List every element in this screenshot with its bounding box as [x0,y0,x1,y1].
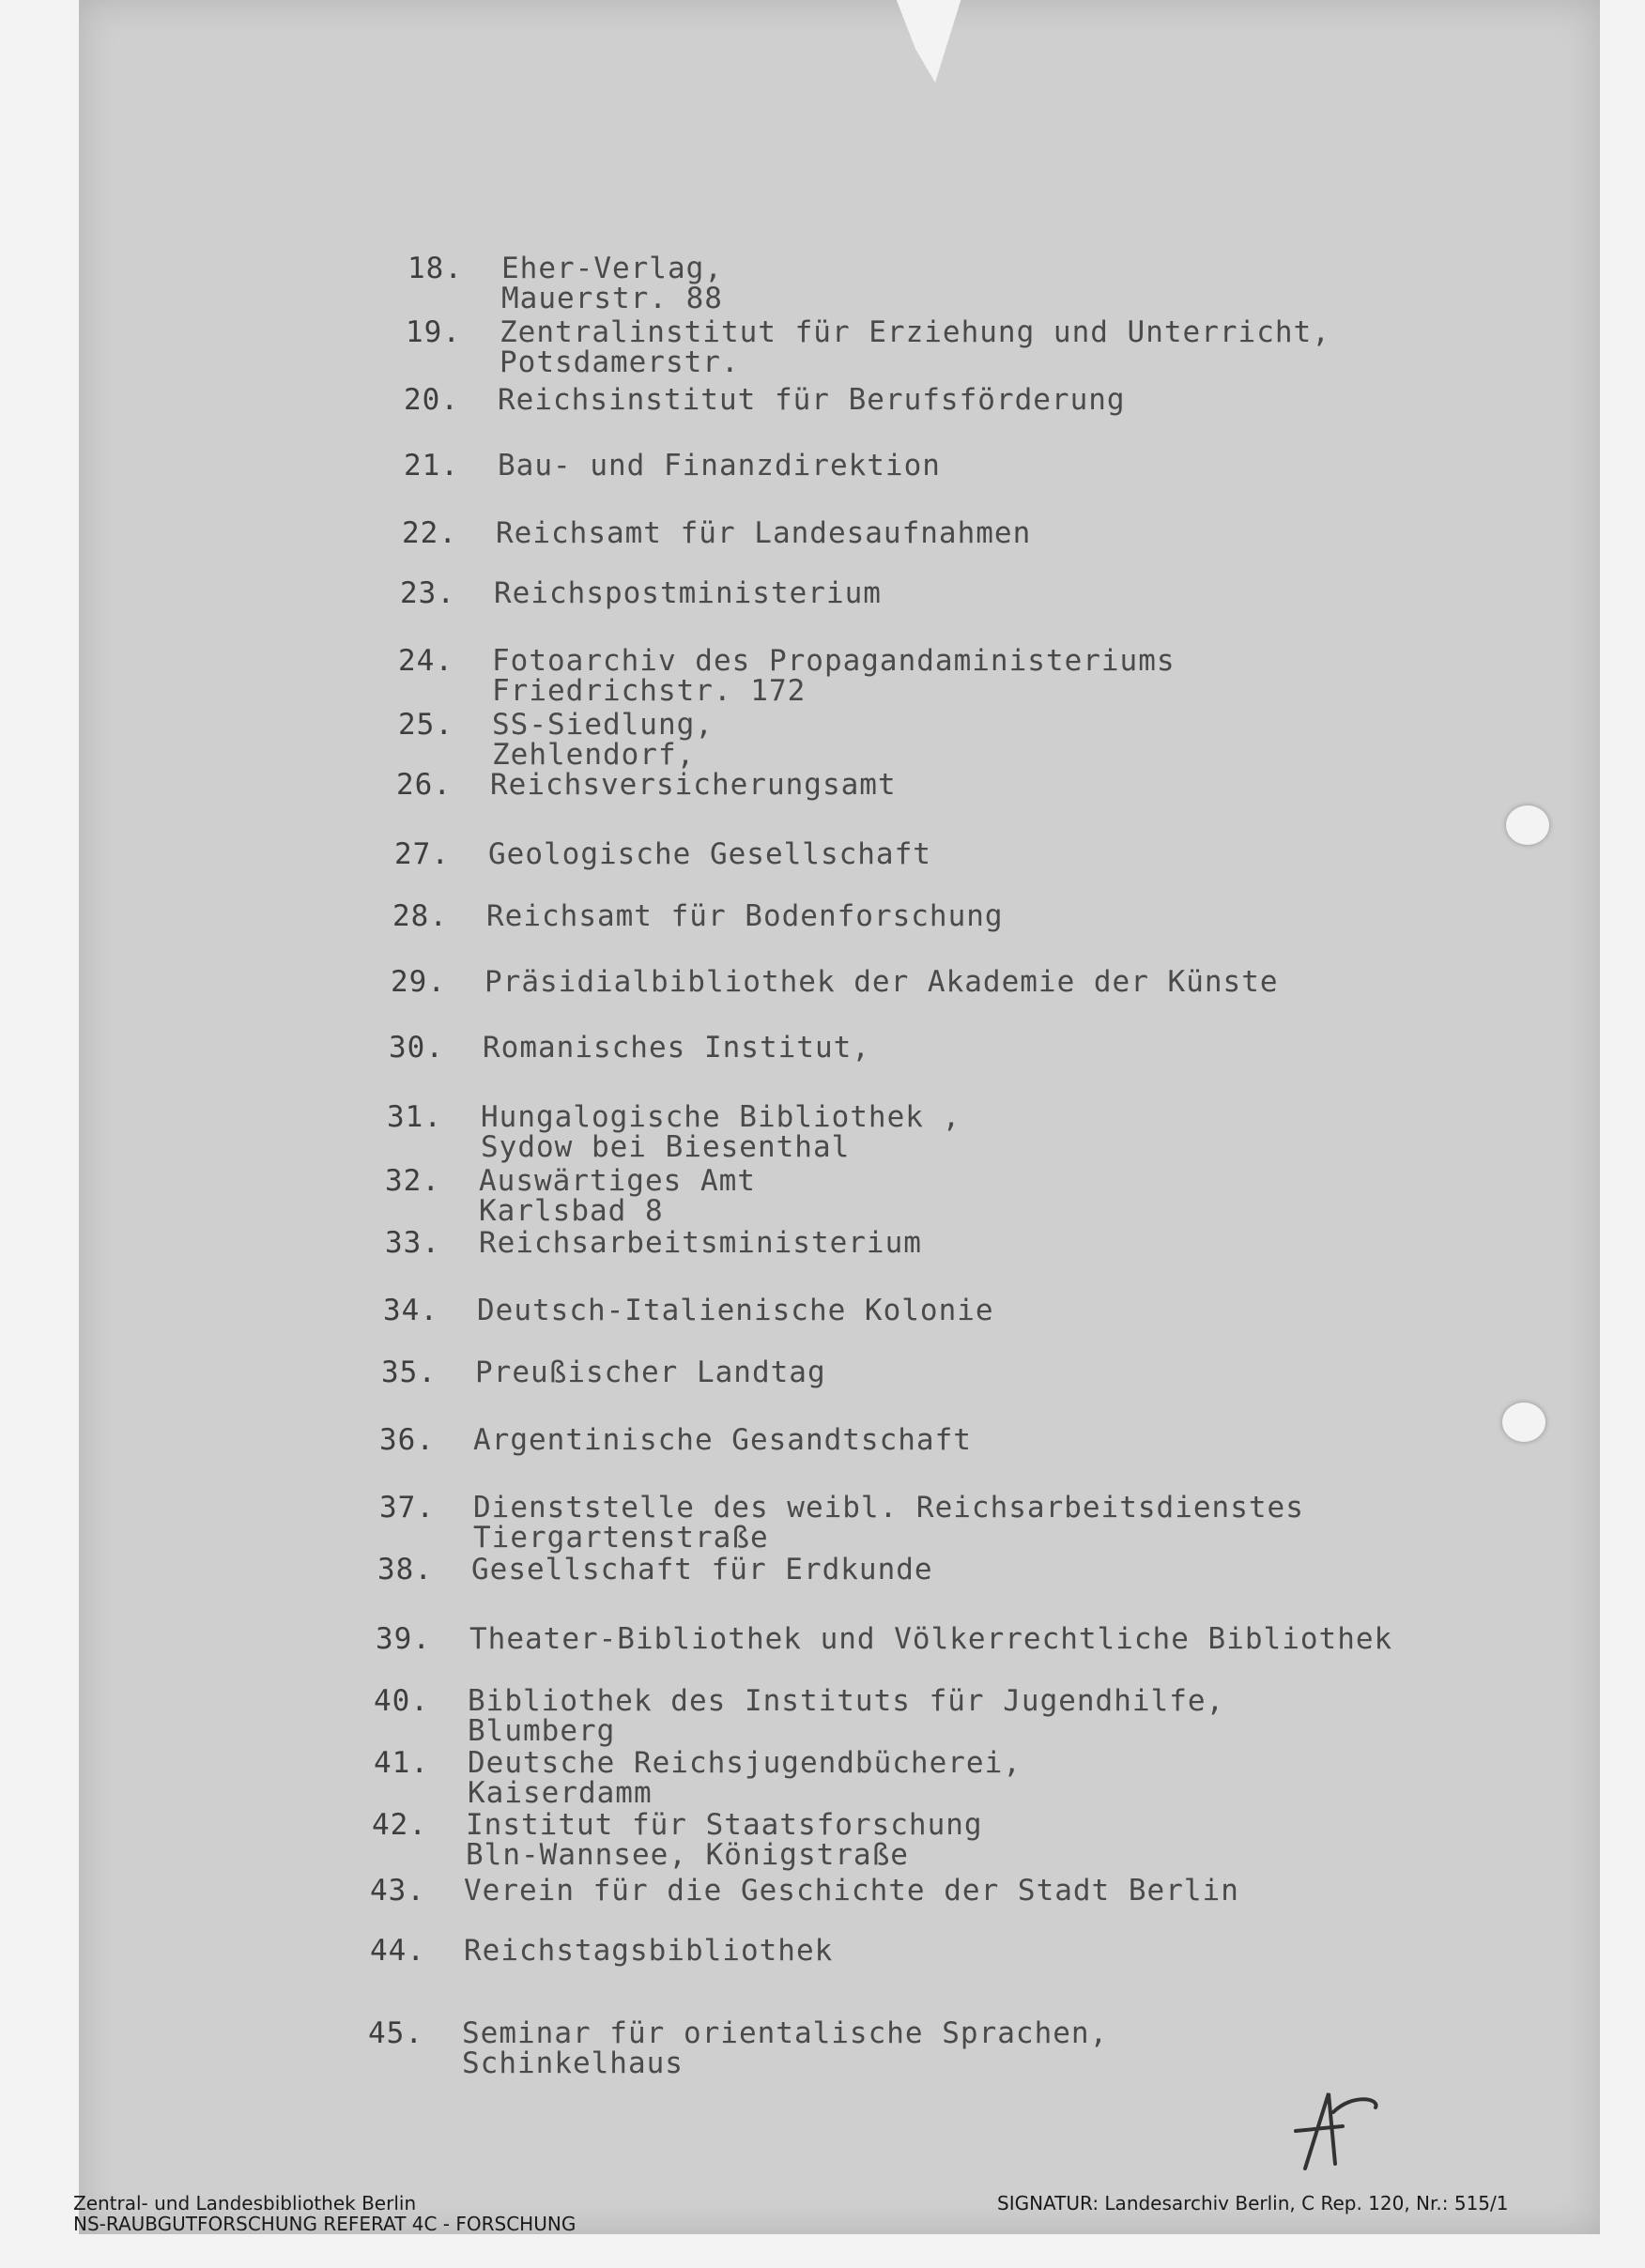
entry-title: Zentralinstitut für Erziehung und Unterricht, [500,315,1330,349]
list-item [402,518,1031,548]
list-item [376,1624,1392,1654]
entry-number: 34. [383,1294,438,1327]
list-item [387,1102,961,1162]
entry-number: 35. [381,1356,437,1389]
entry-number: 41. [374,1746,429,1780]
entry-number: 37. [379,1491,435,1525]
entry-number: 30. [389,1031,444,1065]
entry-number: 25. [398,708,454,742]
list-item [404,451,941,481]
entry-title: Reichspostministerium [494,576,882,610]
footer-left [73,2193,576,2234]
list-item [385,1228,922,1258]
entry-title: Argentinische Gesandtschaft [473,1423,972,1457]
list-item [394,839,931,869]
entry-number: 29. [391,965,446,999]
entry-number: 22. [402,516,457,550]
entry-number: 24. [398,644,454,678]
entry-number: 19. [406,315,461,349]
footer-right [997,2193,1508,2214]
entry-title: Preußischer Landtag [475,1356,826,1389]
list-item [374,1748,1022,1808]
entry-title: Geologische Gesellschaft [488,837,931,871]
entry-number: 43. [370,1874,425,1908]
entry-subtitle: Friedrichstr. 172 [492,674,807,708]
entry-title: Reichsinstitut für Berufsförderung [498,383,1126,417]
list-item [381,1357,826,1387]
entry-title: Bibliothek des Instituts für Jugendhilfe, [468,1684,1225,1718]
entry-title: Fotoarchiv des Propagandaministeriums [492,644,1176,678]
list-item [406,317,1330,377]
entry-number: 45. [368,2016,423,2050]
entry-title: Reichsarbeitsministerium [479,1226,922,1260]
entry-title: Verein für die Geschichte der Stadt Berlin [464,1874,1239,1908]
entry-subtitle: Kaiserdamm [468,1776,653,1810]
list-item [370,1936,833,1966]
list-item [379,1425,972,1455]
entry-subtitle: Karlsbad 8 [479,1194,664,1228]
list-item [385,1166,756,1226]
entry-title: Reichstagsbibliothek [464,1934,834,1968]
list-item [391,967,1279,997]
list-item [368,2018,1108,2078]
entry-title: SS-Siedlung, [492,708,714,742]
entry-subtitle: Potsdamerstr. [500,345,740,379]
entry-subtitle: Zehlendorf, [492,738,696,772]
entry-title: Romanisches Institut, [483,1031,870,1065]
entry-title: Präsidialbibliothek der Akademie der Künste [484,965,1279,999]
list-item [374,1686,1224,1746]
entry-number: 27. [394,837,450,871]
entry-subtitle: Bln-Wannsee, Königstraße [466,1838,909,1872]
entry-number: 31. [387,1100,442,1134]
entry-subtitle: Mauerstr. 88 [501,282,723,315]
list-item [396,770,897,800]
entry-title: Gesellschaft für Erdkunde [471,1553,933,1586]
entry-number: 39. [376,1622,431,1656]
entry-number: 18. [407,252,463,285]
footer-left-line1: Zentral- und Landesbibliothek Berlin [73,2192,417,2214]
entry-title: Seminar für orientalische Sprachen, [462,2016,1109,2050]
list-item [372,1810,983,1870]
entry-title: Dienststelle des weibl. Reichsarbeitsdienstes [473,1491,1304,1525]
entry-number: 26. [396,768,452,802]
list-item [392,901,1004,931]
entry-title: Deutsch-Italienische Kolonie [477,1294,994,1327]
list-item [407,253,723,314]
entry-title: Reichsamt für Landesaufnahmen [496,516,1032,550]
entry-number: 44. [370,1934,425,1968]
list-item [400,578,882,608]
entry-number: 21. [404,449,459,483]
entry-title: Bau- und Finanzdirektion [498,449,941,483]
handwritten-initial [1277,2075,1390,2178]
entry-number: 40. [374,1684,429,1718]
entry-number: 38. [377,1553,433,1586]
entry-title: Reichsversicherungsamt [490,768,897,802]
entry-number: 36. [379,1423,435,1457]
entry-subtitle: Tiergartenstraße [473,1521,769,1555]
footer-signature: SIGNATUR: Landesarchiv Berlin, C Rep. 120, Nr.: 515/1 [997,2192,1509,2214]
entry-subtitle: Sydow bei Biesenthal [481,1130,851,1164]
list-item [383,1295,994,1326]
entry-number: 23. [400,576,455,610]
entry-number: 28. [392,899,448,933]
entry-title: Eher-Verlag, [501,252,723,285]
list-item [398,710,714,770]
list-item [370,1876,1239,1906]
entry-subtitle: Schinkelhaus [462,2046,684,2080]
list-item [389,1033,870,1063]
list-item [404,385,1126,415]
entry-number: 32. [385,1164,440,1198]
list-item [377,1555,933,1585]
list-item [398,646,1176,706]
list-item [379,1493,1304,1553]
entry-title: Reichsamt für Bodenforschung [486,899,1004,933]
entry-number: 33. [385,1226,440,1260]
entry-title: Theater-Bibliothek und Völkerrechtliche Bibliothek [469,1622,1393,1656]
entry-number: 42. [372,1808,427,1842]
entry-title: Hungalogische Bibliothek , [481,1100,961,1134]
entry-title: Institut für Staatsforschung [466,1808,983,1842]
entry-number: 20. [404,383,459,417]
footer-left-line2: NS-RAUBGUTFORSCHUNG REFERAT 4C - FORSCHUNG [73,2213,577,2235]
entry-subtitle: Blumberg [468,1714,616,1748]
entry-title: Deutsche Reichsjugendbücherei, [468,1746,1022,1780]
entry-title: Auswärtiges Amt [479,1164,756,1198]
